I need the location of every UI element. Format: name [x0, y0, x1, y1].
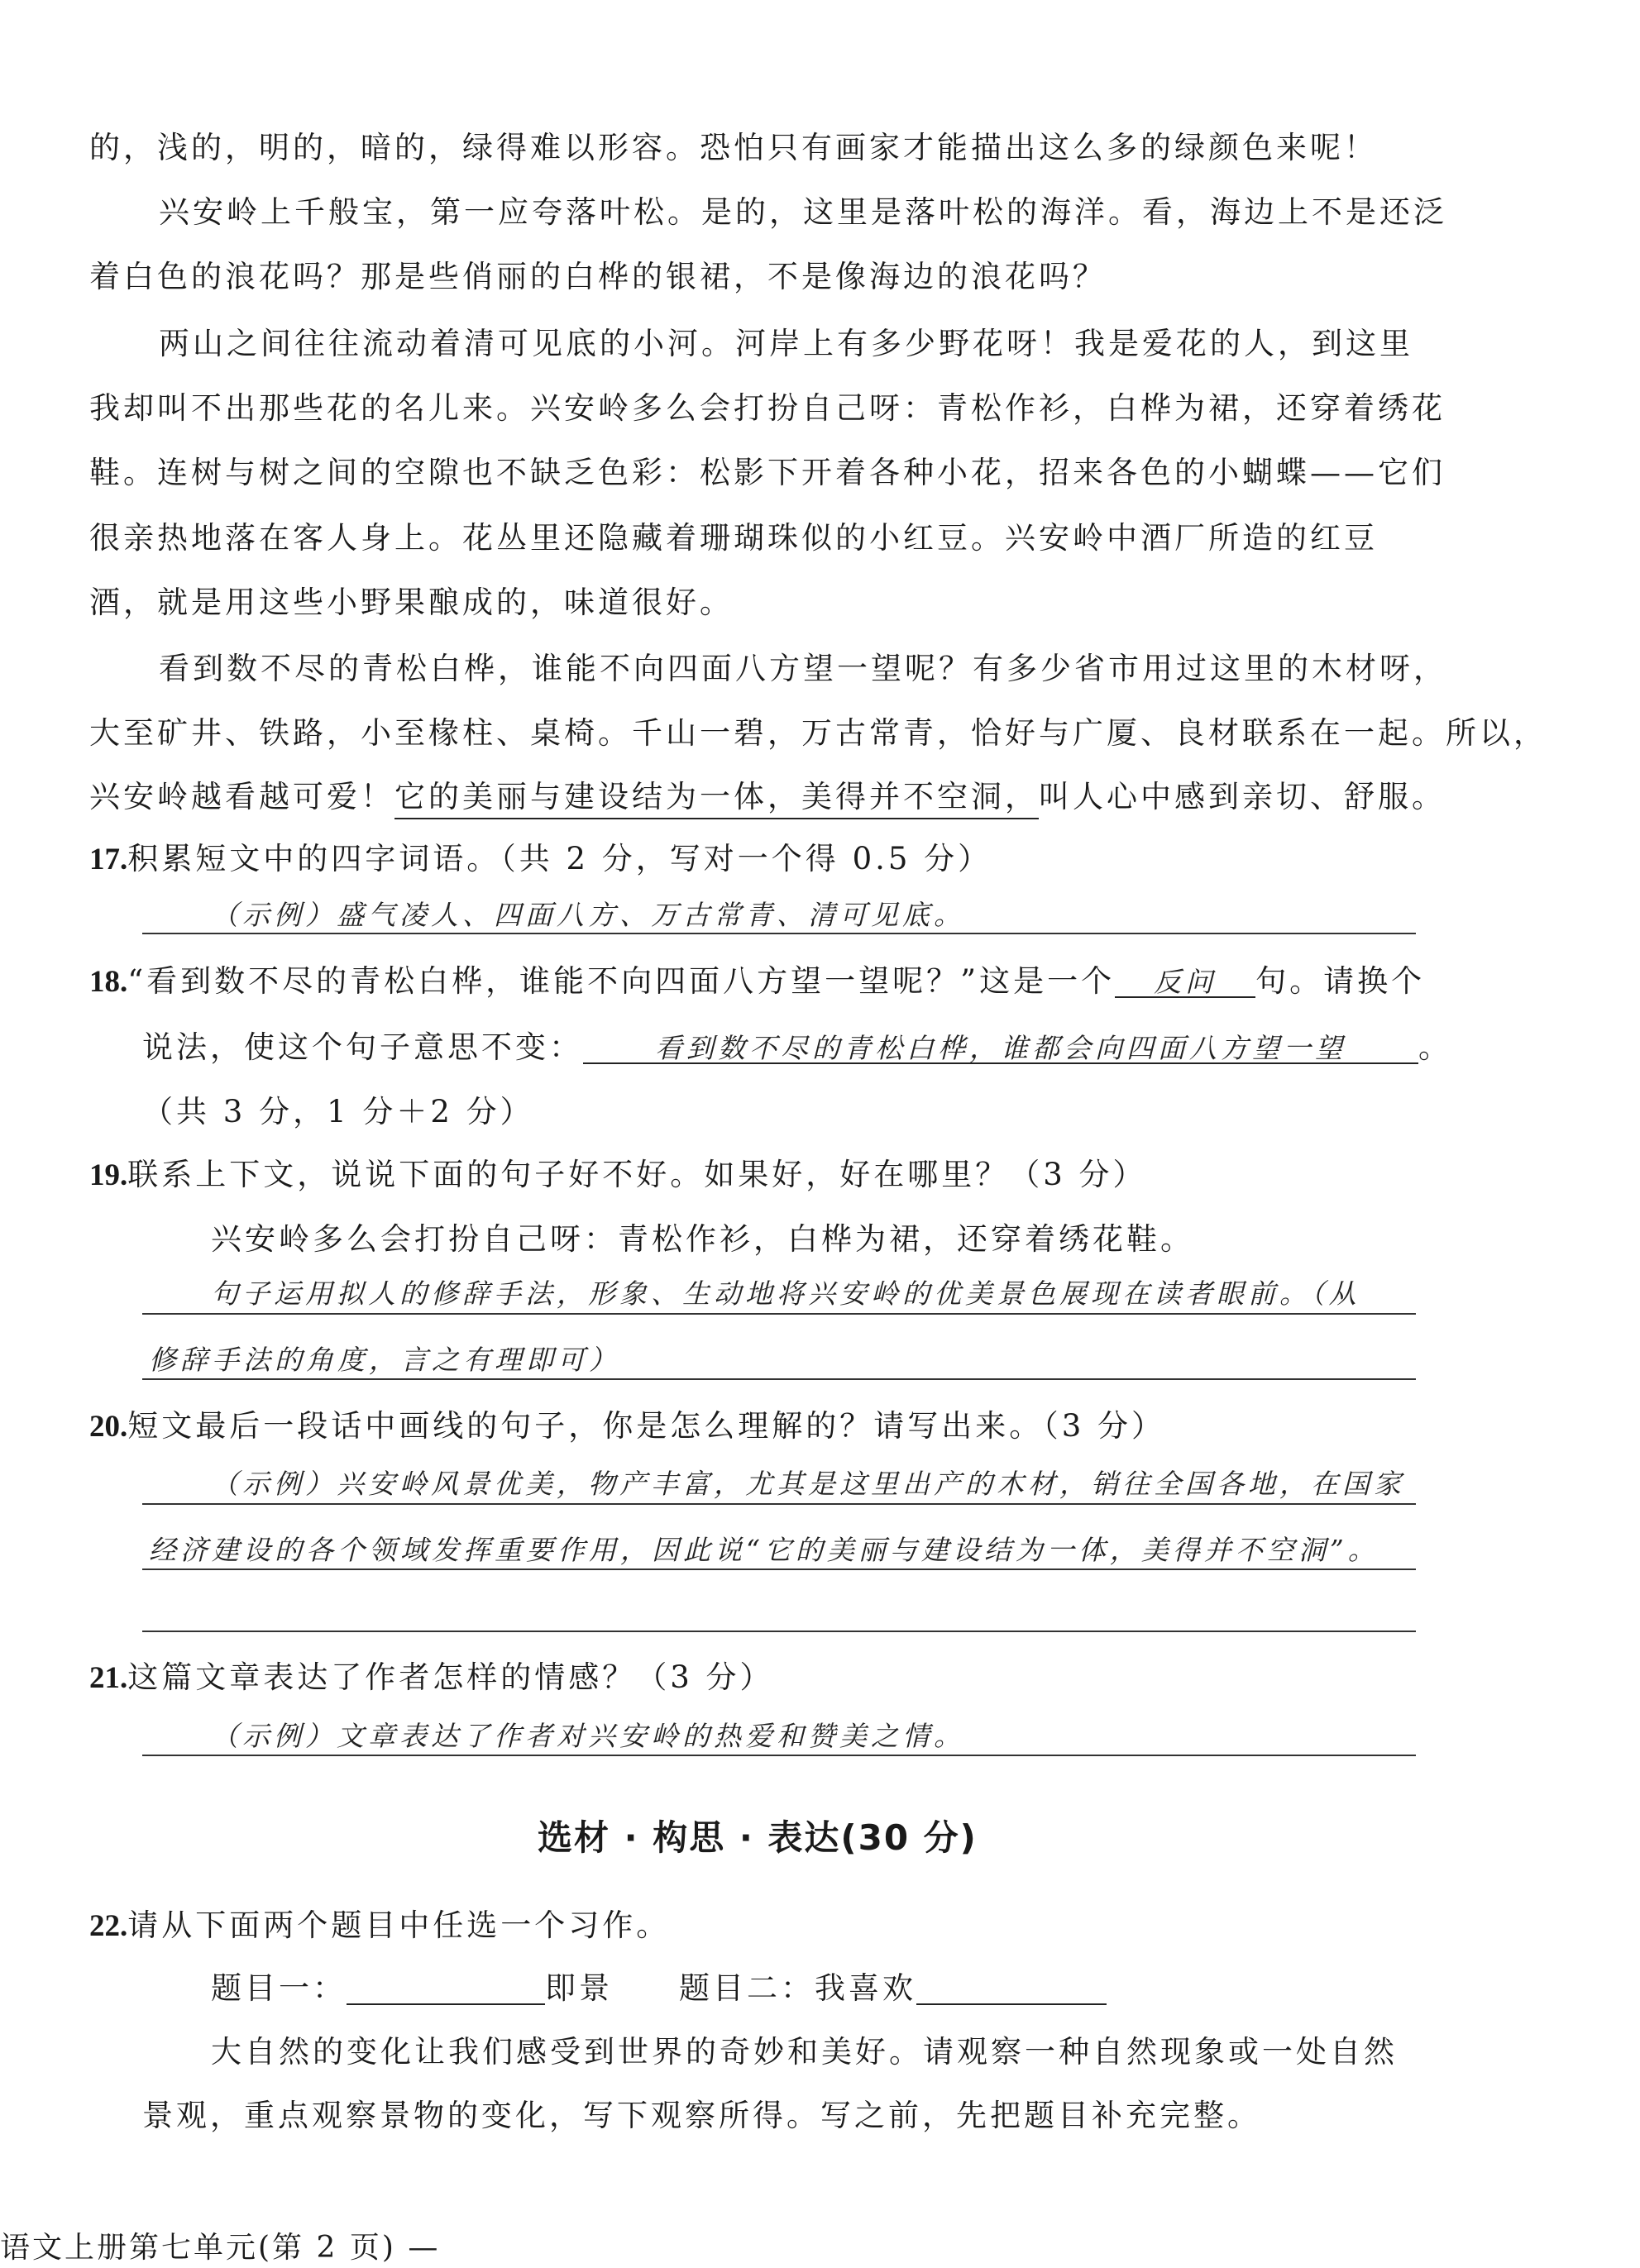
question-22 [89, 1910, 670, 1941]
answer-blank-1 [1115, 966, 1255, 998]
passage-line: 我却叫不出那些花的名儿来。兴安岭多么会打扮自己呀：青松作衫，白桦为裙，还穿着绣花 [89, 390, 1446, 426]
passage-line: 很亲热地落在客人身上。花丛里还隐藏着珊瑚珠似的小红豆。兴安岭中酒厂所造的红豆 [89, 520, 1378, 556]
passage-last-line [89, 781, 1446, 812]
passage-line: 两山之间往往流动着清可见底的小河。河岸上有多少野花呀！我是爱花的人，到这里 [159, 326, 1413, 361]
question-number: 21. [89, 1661, 128, 1695]
question-20 [89, 1408, 1166, 1444]
quoted-sentence: 兴安岭多么会打扮自己呀：青松作衫，白桦为裙，还穿着绣花鞋。 [211, 1221, 1194, 1257]
passage-line: 看到数不尽的青松白桦，谁能不向四面八方望一望呢？有多少省市用过这里的木材呀， [159, 651, 1447, 686]
question-text: 联系上下文，说说下面的句子好不好。如果好，好在哪里？（3 分） [127, 1157, 1147, 1192]
prompt-line: 大自然的变化让我们感受到世界的奇妙和美好。请观察一种自然现象或一处自然 [211, 2034, 1398, 2070]
passage-line: 着白色的浪花吗？那是些俏丽的白桦的银裙，不是像海边的浪花吗？ [89, 259, 1107, 294]
passage-line: 大至矿井、铁路，小至椽柱、桌椅。千山一碧，万古常青，恰好与广厦、良材联系在一起。所以， [89, 715, 1547, 751]
topic-options [211, 1970, 1107, 2006]
question-18-score: （共 3 分，1 分＋2 分） [142, 1094, 534, 1129]
page-footer: 语文上册第七单元(第 2 页) — [0, 2231, 441, 2265]
question-text: 说法，使这个句子意思不变： [142, 1029, 583, 1065]
topic-1-label: 题目一： [211, 1970, 347, 2006]
question-text: 请从下面两个题目中任选一个习作。 [127, 1908, 671, 1943]
answer-line [142, 1631, 1416, 1632]
passage-text: 叫人心中感到亲切、舒服。 [1039, 779, 1446, 814]
passage-line: 兴安岭上千般宝，第一应夸落叶松。是的，这里是落叶松的海洋。看，海边上不是还泛 [159, 194, 1447, 230]
question-text: “看到数不尽的青松白桦，谁能不向四面八方望一望呢？”这是一个 [127, 963, 1116, 999]
question-text: 短文最后一段话中画线的句子，你是怎么理解的？请写出来。（3 分） [127, 1408, 1166, 1444]
passage-line: 酒，就是用这些小野果酿成的，味道很好。 [89, 585, 734, 620]
question-18-line1 [89, 963, 1426, 999]
answer-line [142, 1755, 1416, 1756]
answer-20: （示例）兴安岭风景优美，物产丰富，尤其是这里出产的木材，销往全国各地，在国家 [211, 1468, 1405, 1500]
answer-text: 反问 [1154, 966, 1217, 998]
answer-line [142, 933, 1416, 934]
answer-line [142, 1378, 1416, 1380]
question-number: 20. [89, 1410, 128, 1444]
answer-line [142, 1569, 1416, 1570]
question-21 [89, 1659, 774, 1695]
answer-21: （示例）文章表达了作者对兴安岭的热爱和赞美之情。 [211, 1720, 965, 1752]
answer-19: 句子运用拟人的修辞手法，形象、生动地将兴安岭的优美景色展现在读者眼前。（从 [211, 1277, 1360, 1310]
underlined-sentence: 它的美丽与建设结为一体，美得并不空洞， [394, 779, 1039, 819]
question-number: 18. [89, 965, 128, 999]
passage-line: 鞋。连树与树之间的空隙也不缺乏色彩：松影下开着各种小花，招来各色的小蝴蝶——它们 [89, 455, 1446, 490]
question-text: 这篇文章表达了作者怎样的情感？（3 分） [127, 1659, 774, 1695]
question-19 [89, 1159, 1147, 1191]
question-18-line2 [142, 1029, 1452, 1065]
answer-line [142, 1313, 1416, 1315]
passage-line: 的，浅的，明的，暗的，绿得难以形容。恐怕只有画家才能描出这么多的绿颜色来呢！ [89, 130, 1378, 165]
question-number: 17. [89, 843, 128, 876]
question-text: 句。请换个 [1255, 963, 1426, 999]
question-text: 积累短文中的四字词语。（共 2 分，写对一个得 0.5 分） [127, 841, 992, 876]
question-17 [89, 843, 992, 875]
topic-2-label: 题目二：我喜欢 [679, 1970, 916, 2006]
answer-line [142, 1503, 1416, 1505]
answer-19-cont: 修辞手法的角度，言之有理即可） [149, 1344, 620, 1376]
question-number: 19. [89, 1158, 128, 1192]
answer-blank-2 [583, 1032, 1418, 1064]
question-text: 。 [1418, 1029, 1452, 1065]
answer-17: （示例）盛气凌人、四面八方、万古常青、清可见底。 [211, 899, 965, 931]
topic-1-suffix: 即景 [545, 1970, 613, 2006]
section-title: 选材 · 构思 · 表达(30 分) [538, 1817, 978, 1858]
prompt-line: 景观，重点观察景物的变化，写下观察所得。写之前，先把题目补充完整。 [142, 2098, 1261, 2133]
topic-1-blank [347, 1973, 545, 2005]
answer-20-cont: 经济建设的各个领域发挥重要作用，因此说“它的美丽与建设结为一体，美得并不空洞”。 [149, 1534, 1379, 1566]
answer-text: 看到数不尽的青松白桦，谁都会向四面八方望一望 [655, 1032, 1346, 1064]
topic-2-blank [916, 1973, 1107, 2005]
question-number: 22. [89, 1909, 128, 1943]
passage-text: 兴安岭越看越可爱！ [89, 779, 394, 814]
